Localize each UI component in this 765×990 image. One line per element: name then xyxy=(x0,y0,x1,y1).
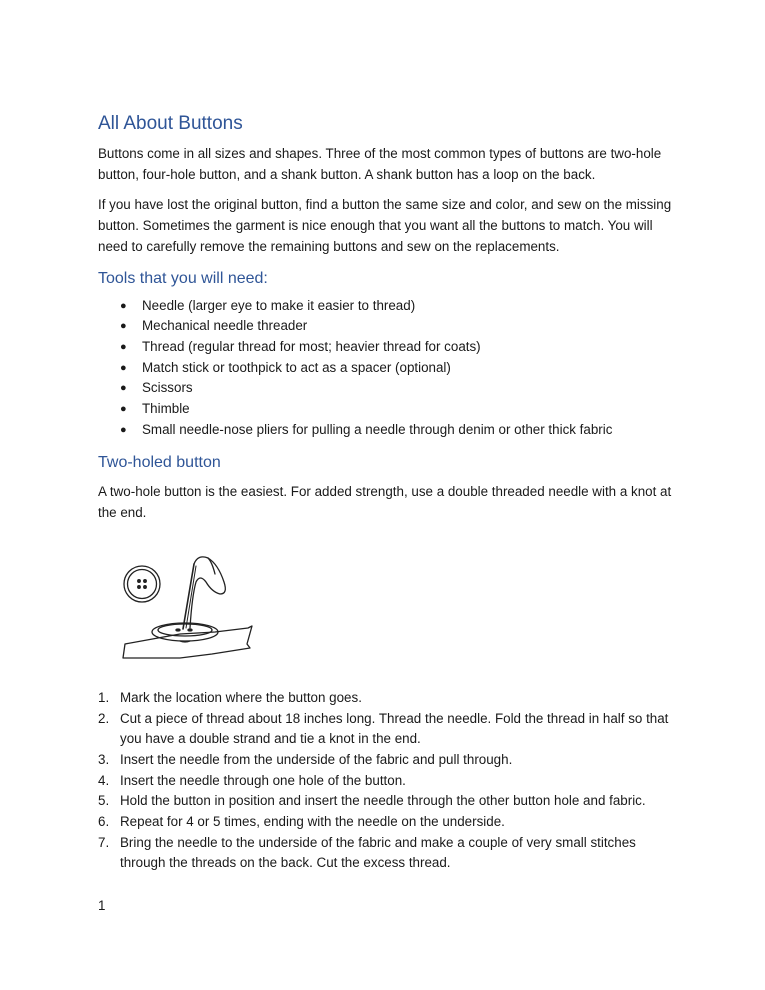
document-page xyxy=(98,112,673,874)
tools-heading: Tools that you will need: xyxy=(98,269,268,287)
instruction-steps xyxy=(98,688,673,874)
bullet-icon: ● xyxy=(120,299,127,312)
list-item: ● Match stick or toothpick to act as a spacer (optional) xyxy=(120,358,673,379)
intro-paragraph-1: Buttons come in all sizes and shapes. Three of the most common types of buttons are two-hole button, four-hole button, and a shank button. A shank button has a loop on the back. xyxy=(98,146,662,182)
list-item: ● Thread (regular thread for most; heavier thread for coats) xyxy=(120,337,673,358)
list-item: 2. Cut a piece of thread about 18 inches long. Thread the needle. Fold the thread in half so that you have a double strand and tie a knot in the end. xyxy=(98,710,669,747)
list-item: ● Thimble xyxy=(120,399,673,420)
bullet-icon: ● xyxy=(120,403,127,416)
list-item: 1. Mark the location where the button goes. xyxy=(98,689,362,705)
list-item: ● Needle (larger eye to make it easier to thread) xyxy=(120,296,673,317)
tools-list xyxy=(98,296,673,441)
bullet-icon: ● xyxy=(120,361,127,374)
bullet-icon: ● xyxy=(120,423,127,436)
list-item: 4. Insert the needle through one hole of the button. xyxy=(98,772,406,788)
intro-paragraph-2: If you have lost the original button, find a button the same size and color, and sew on the missing button. Sometimes the garment is nice enough that you want all the buttons to match. You will need to carefully remove the remaining buttons and sew on the replacements. xyxy=(98,197,672,254)
list-item: 6. Repeat for 4 or 5 times, ending with the needle on the underside. xyxy=(98,814,505,830)
page-title: All About Buttons xyxy=(98,113,243,134)
list-item: 3. Insert the needle from the underside of the fabric and pull through. xyxy=(98,751,513,767)
button-sewing-illustration xyxy=(98,538,673,678)
bullet-icon: ● xyxy=(120,320,127,333)
list-item: 5. Hold the button in position and insert the needle through the other button hole and fabric. xyxy=(98,793,646,809)
list-item: 7. Bring the needle to the underside of the fabric and make a couple of very small stitches through the threads on the back. Cut the excess thread. xyxy=(98,834,636,871)
list-item: ● Mechanical needle threader xyxy=(120,316,673,337)
bullet-icon: ● xyxy=(120,340,127,353)
two-holed-description: A two-hole button is the easiest. For added strength, use a double threaded needle with a knot at the end. xyxy=(98,484,672,521)
page-number: 1 xyxy=(98,898,106,913)
loose-button-shape xyxy=(124,566,160,602)
two-holed-heading: Two-holed button xyxy=(98,454,221,472)
bullet-icon: ● xyxy=(120,382,127,395)
list-item: ● Scissors xyxy=(120,378,673,399)
button-sewing-drawing xyxy=(120,552,290,662)
list-item: ● Small needle-nose pliers for pulling a needle through denim or other thick fabric xyxy=(120,420,673,441)
needle-line xyxy=(183,564,194,629)
